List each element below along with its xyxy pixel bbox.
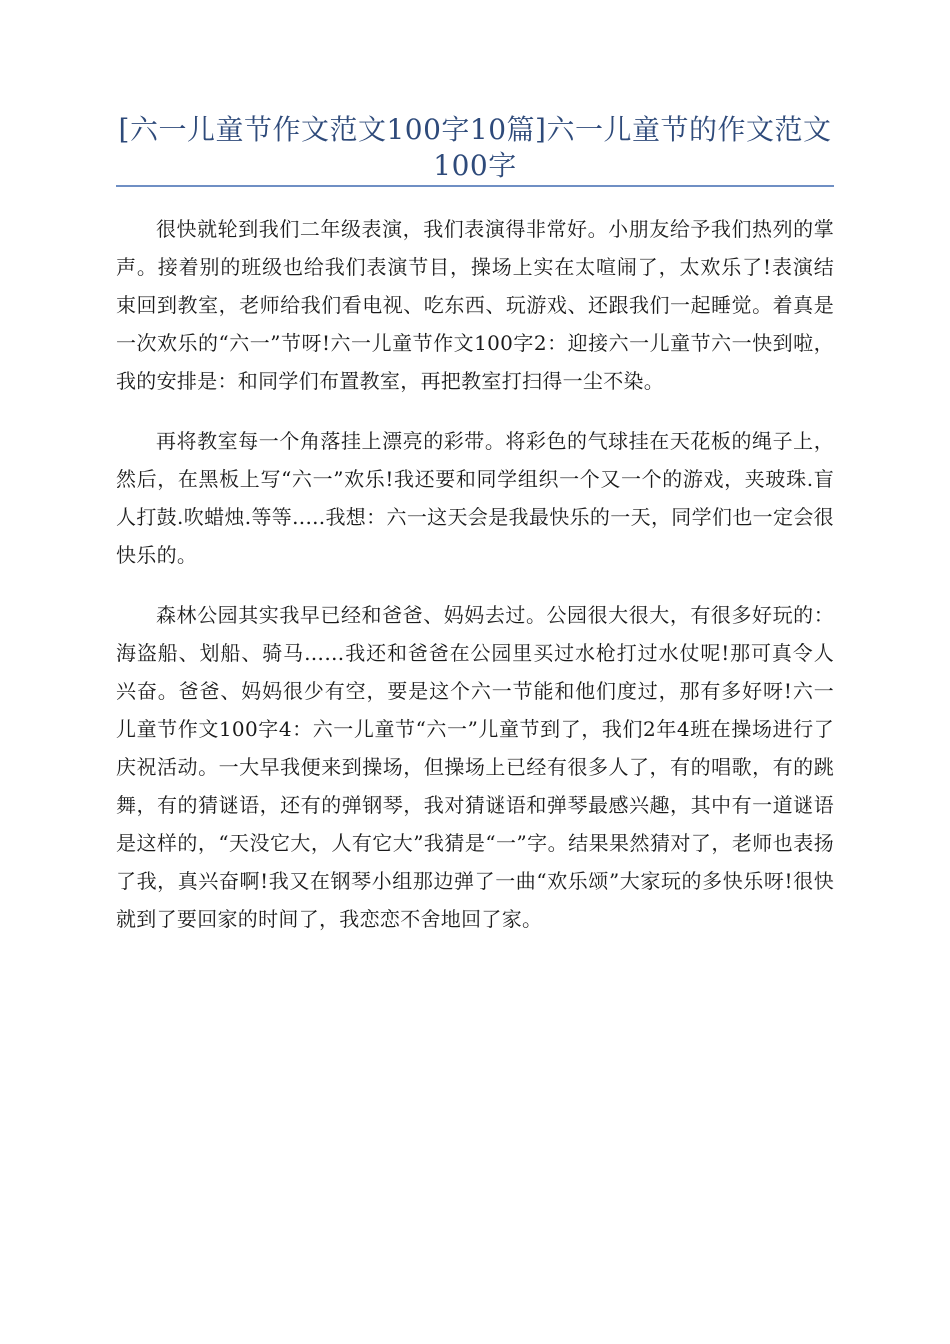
paragraph-1: 很快就轮到我们二年级表演，我们表演得非常好。小朋友给予我们热列的掌声。接着别的班级也给我们表演节目，操场上实在太喧闹了，太欢乐了!表演结束回到教室，老师给我们看电视、吃东西、玩游戏、还跟我们一起睡觉。着真是一次欢乐的“六一”节呀!六一儿童节作文100字2：迎接六一儿童节六一快到啦，我的安排是：和同学们布置教室，再把教室打扫得一尘不染。: [116, 217, 834, 393]
paragraph-3: 森林公园其实我早已经和爸爸、妈妈去过。公园很大很大，有很多好玩的：海盗船、划船、骑马……我还和爸爸在公园里买过水枪打过水仗呢!那可真令人兴奋。爸爸、妈妈很少有空，要是这个六一节能和他们度过，那有多好呀!六一儿童节作文100字4：六一儿童节“六一”儿童节到了，我们2年4班在操场进行了庆祝活动。一大早我便来到操场，但操场上已经有很多人了，有的唱歌，有的跳舞，有的猜谜语，还有的弹钢琴，我对猜谜语和弹琴最感兴趣，其中有一道谜语是这样的，“天没它大，人有它大”我猜是“一”字。结果果然猜对了，老师也表扬了我，真兴奋啊!我又在钢琴小组那边弹了一曲“欢乐颂”大家玩的多快乐呀!很快就到了要回家的时间了，我恋恋不舍地回了家。: [116, 603, 834, 931]
title-divider: [116, 185, 834, 187]
paragraph-2: 再将教室每一个角落挂上漂亮的彩带。将彩色的气球挂在天花板的绳子上，然后，在黑板上写“六一”欢乐!我还要和同学组织一个又一个的游戏，夹玻珠.盲人打鼓.吹蜡烛.等等.....我想：六一这天会是我最快乐的一天，同学们也一定会很快乐的。: [116, 429, 834, 567]
document-title: [六一儿童节作文范文100字10篇]六一儿童节的作文范文100字: [118, 113, 832, 182]
document-body: [116, 210, 834, 960]
